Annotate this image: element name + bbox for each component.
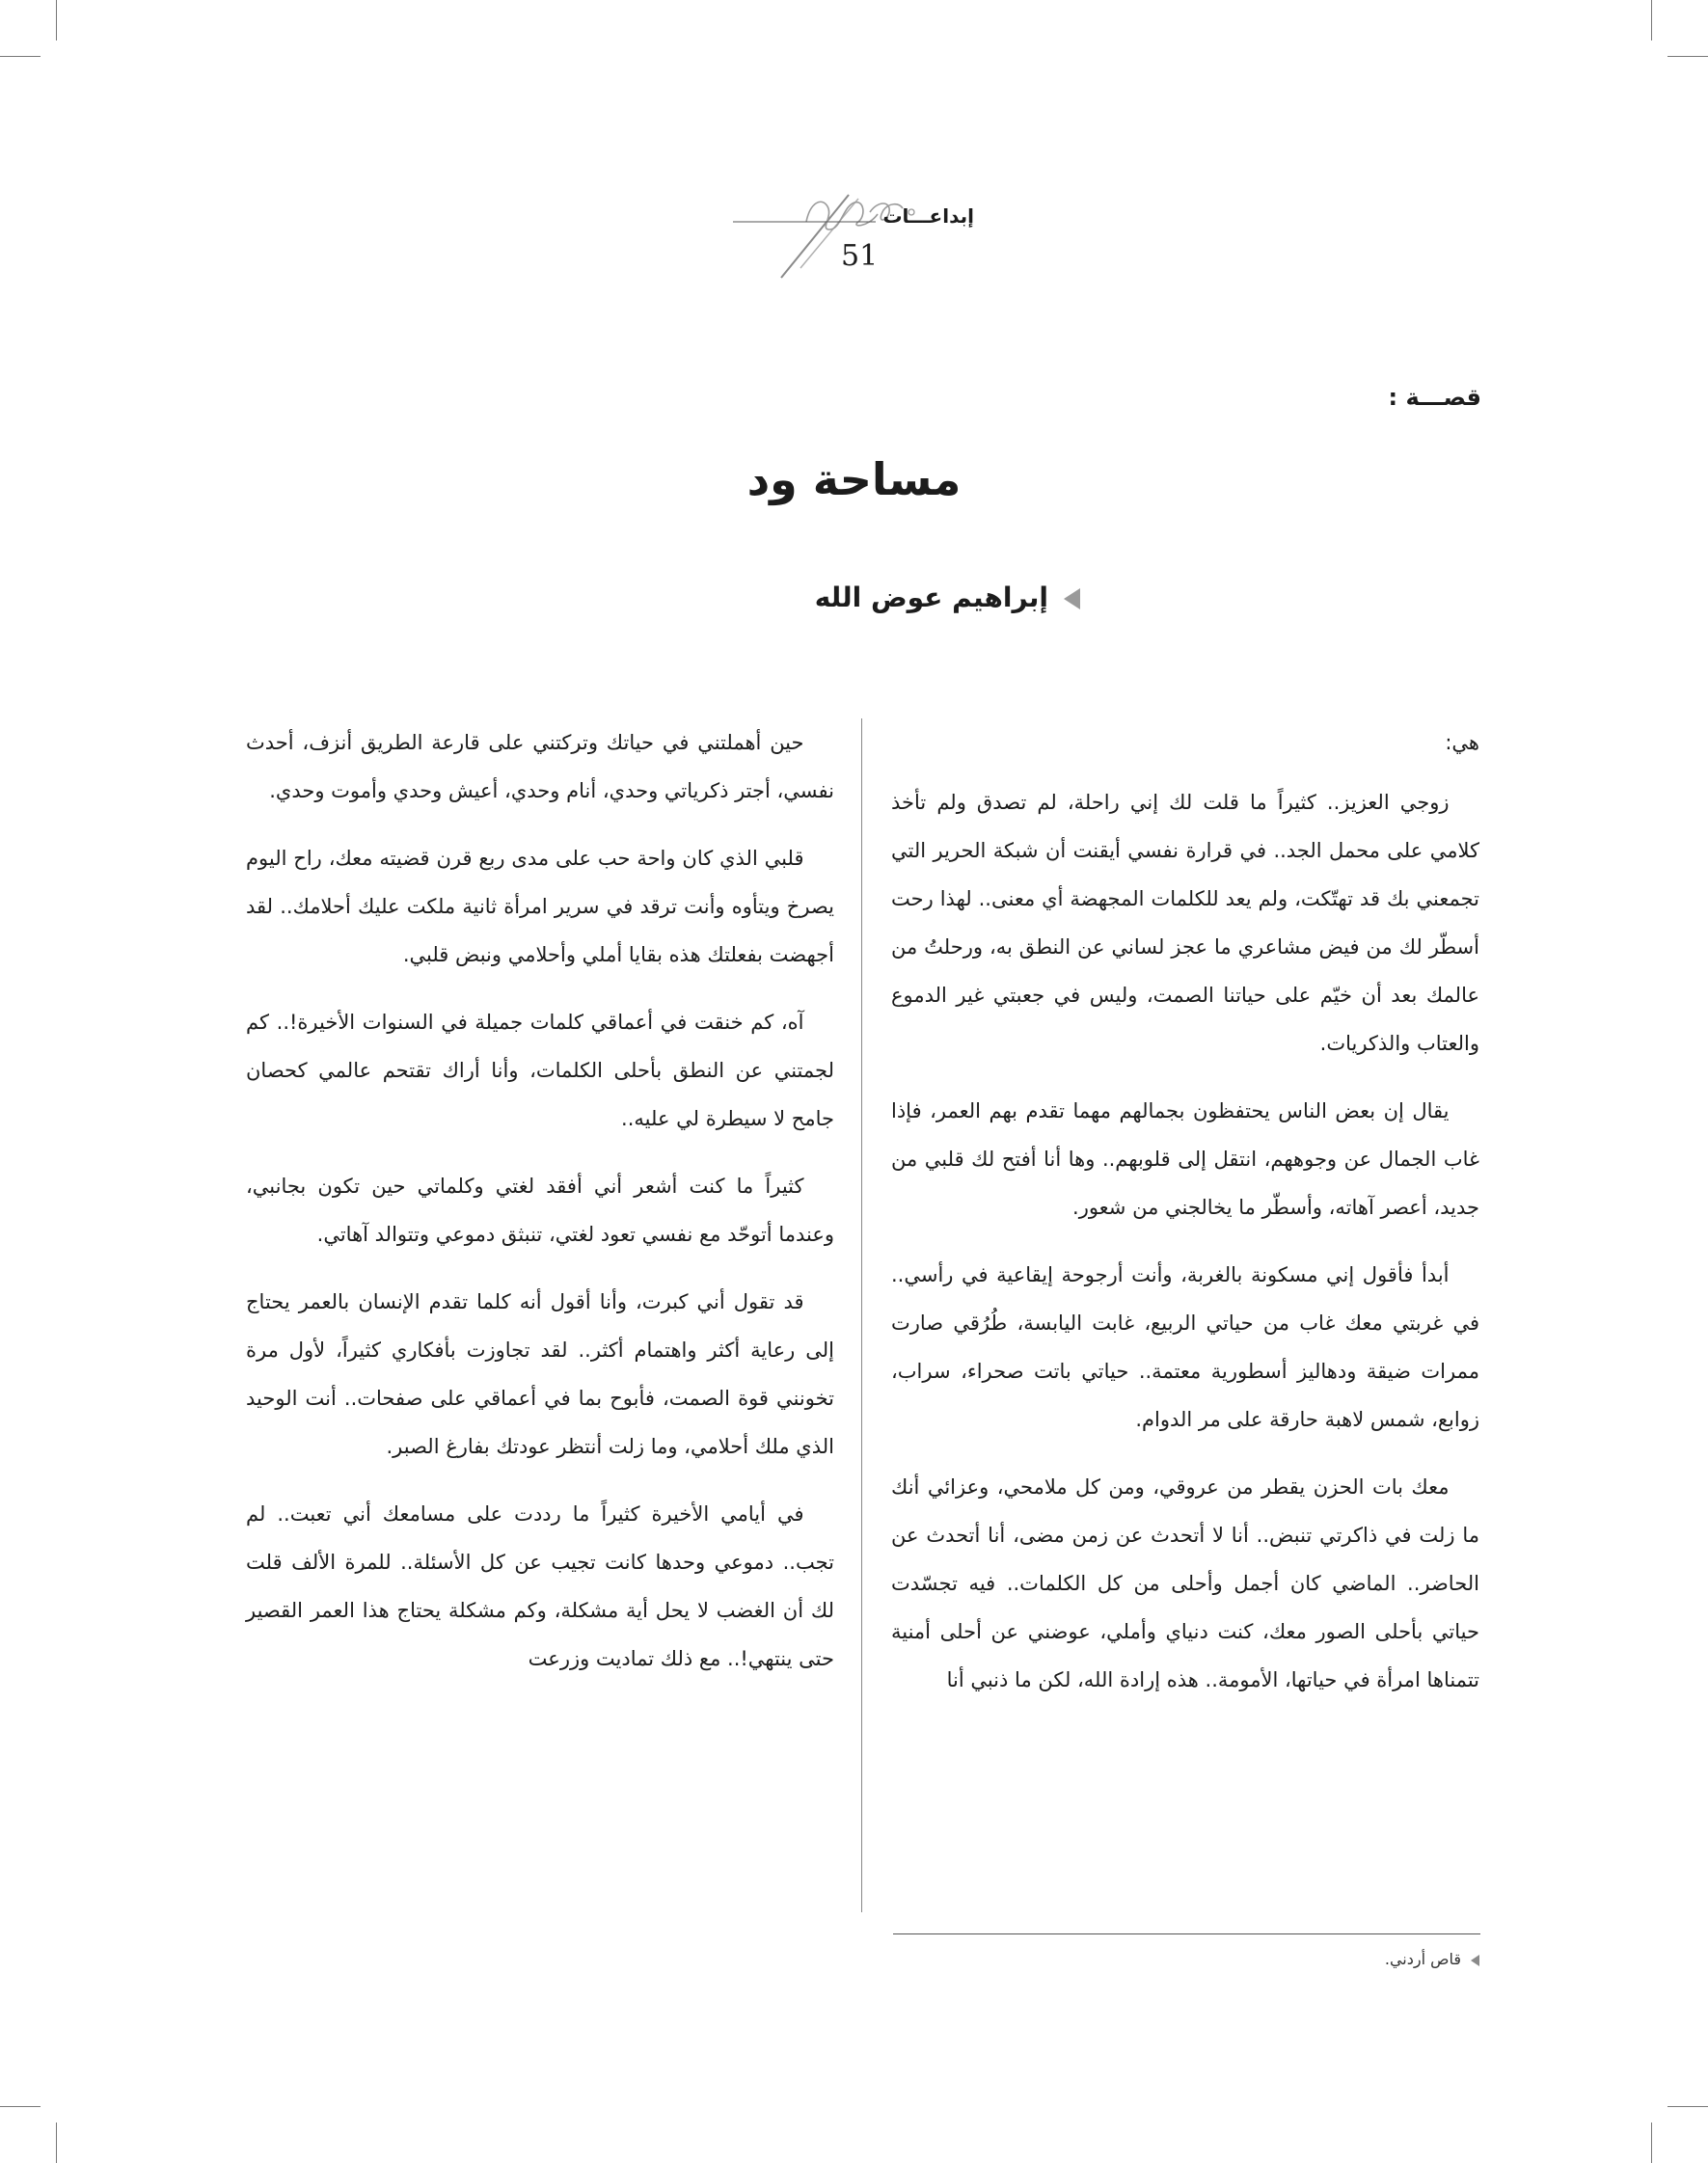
- speaker-label: هي:: [1445, 731, 1479, 754]
- column-divider: [861, 718, 862, 1912]
- crop-mark: [1651, 0, 1652, 41]
- article-title: مساحة ود: [746, 453, 962, 505]
- text-column-right: [891, 718, 1479, 1723]
- genre-label: قصـــة :: [1388, 384, 1481, 411]
- triangle-marker-icon: [1064, 588, 1080, 609]
- author-name: إبراهيم عوض الله: [814, 581, 1048, 613]
- running-header: [714, 174, 1022, 284]
- paragraph: في أيامي الأخيرة كثيراً ما رددت على مسامعك أني تعبت.. لم تجب.. دموعي وحدها كانت تجيب عن كل الأسئلة.. للمرة الألف قلت لك أن الغضب لا يحل أية مشكلة، وكم مشكلة يحتاج هذا العمر القصير حتى ينتهي!.. مع ذلك تماديت وزرعت: [246, 1502, 834, 1670]
- paragraph: زوجي العزيز.. كثيراً ما قلت لك إني راحلة، لم تصدق ولم تأخذ كلامي على محمل الجد.. في قرارة نفسي أيقنت أن شبكة الحرير التي تجمعني بك قد تهتّكت، ولم يعد للكلمات المجهضة أي معنى.. لهذا رحت أسطّر لك من فيض مشاعري ما عجز لساني عن النطق به، ورحلتُ من عالمك بعد أن خيّم على حياتنا الصمت، وليس في جعبتي غير الدموع والعتاب والذكريات.: [891, 791, 1479, 1055]
- footnote-rule: [893, 1933, 1480, 1934]
- text-column-left: [246, 718, 834, 1702]
- crop-mark: [0, 56, 41, 57]
- footnote: [1385, 1950, 1479, 1968]
- crop-mark: [1667, 56, 1708, 57]
- paragraph: معك بات الحزن يقطر من عروقي، ومن كل ملامحي، وعزائي أنك ما زلت في ذاكرتي تنبض.. أنا لا أتحدث عن زمن مضى، أنا أتحدث عن الحاضر.. الماضي كان أجمل وأحلى من كل الكلمات.. فيه تجسّدت حياتي بأحلى الصور معك، كنت دنياي وأملي، عوضني عن أحلى أمنية تتمناها امرأة في حياتها، الأمومة.. هذه إرادة الله، لكن ما ذنبي أنا: [891, 1475, 1479, 1691]
- footnote-text: قاص أردني.: [1384, 1950, 1461, 1968]
- paragraph: كثيراً ما كنت أشعر أني أفقد لغتي وكلماتي حين تكون بجانبي، وعندما أتوحّد مع نفسي تعود لغتي، تنبثق دموعي وتتوالد آهاتي.: [246, 1175, 834, 1246]
- crop-mark: [56, 2122, 57, 2163]
- paragraph: يقال إن بعض الناس يحتفظون بجمالهم مهما تقدم بهم العمر، فإذا غاب الجمال عن وجوههم، انتقل إلى قلوبهم.. وها أنا أفتح لك قلبي من جديد، أعصر آهاته، وأسطّر ما يخالجني من شعور.: [891, 1099, 1479, 1219]
- crop-mark: [56, 0, 57, 41]
- section-name: إبداعـــات: [882, 204, 974, 228]
- paragraph: أبدأ فأقول إني مسكونة بالغربة، وأنت أرجوحة إيقاعية في رأسي.. في غربتي معك غاب من حياتي الربيع، غابت اليابسة، طُرُقي صارت ممرات ضيقة ودهاليز أسطورية معتمة.. حياتي باتت صحراء، سراب، زوابع، شمس لاهبة حارقة على مر الدوام.: [891, 1263, 1479, 1431]
- paragraph: قلبي الذي كان واحة حب على مدى ربع قرن قضيته معك، راح اليوم يصرخ ويتأوه وأنت ترقد في سرير امرأة ثانية ملكت عليك أحلامك.. لقد أجهضت بفعلتك هذه بقايا أملي وأحلامي ونبض قلبي.: [246, 847, 834, 966]
- triangle-marker-icon: [1471, 1955, 1479, 1966]
- paragraph: قد تقول أني كبرت، وأنا أقول أنه كلما تقدم الإنسان بالعمر يحتاج إلى رعاية أكثر واهتمام أكثر.. لقد تجاوزت بأفكاري كثيراً، لأول مرة تخونني قوة الصمت، فأبوح بما في أعماقي على صفحات.. أنت الوحيد الذي ملك أحلامي، وما زلت أنتظر عودتك بفارغ الصبر.: [246, 1290, 834, 1458]
- author-byline: [694, 581, 1080, 613]
- paragraph: آه، كم خنقت في أعماقي كلمات جميلة في السنوات الأخيرة!.. كم لجمتني عن النطق بأحلى الكلمات، وأنا أراك تقتحم عالمي كحصان جامح لا سيطرة لي عليه..: [246, 1011, 834, 1130]
- page-number: 51: [841, 239, 879, 273]
- crop-mark: [1667, 2106, 1708, 2107]
- crop-mark: [1651, 2122, 1652, 2163]
- crop-mark: [0, 2106, 41, 2107]
- paragraph: حين أهملتني في حياتك وتركتني على قارعة الطريق أنزف، أحدث نفسي، أجتر ذكرياتي وحدي، أنام وحدي، أعيش وحدي وأموت وحدي.: [246, 731, 834, 802]
